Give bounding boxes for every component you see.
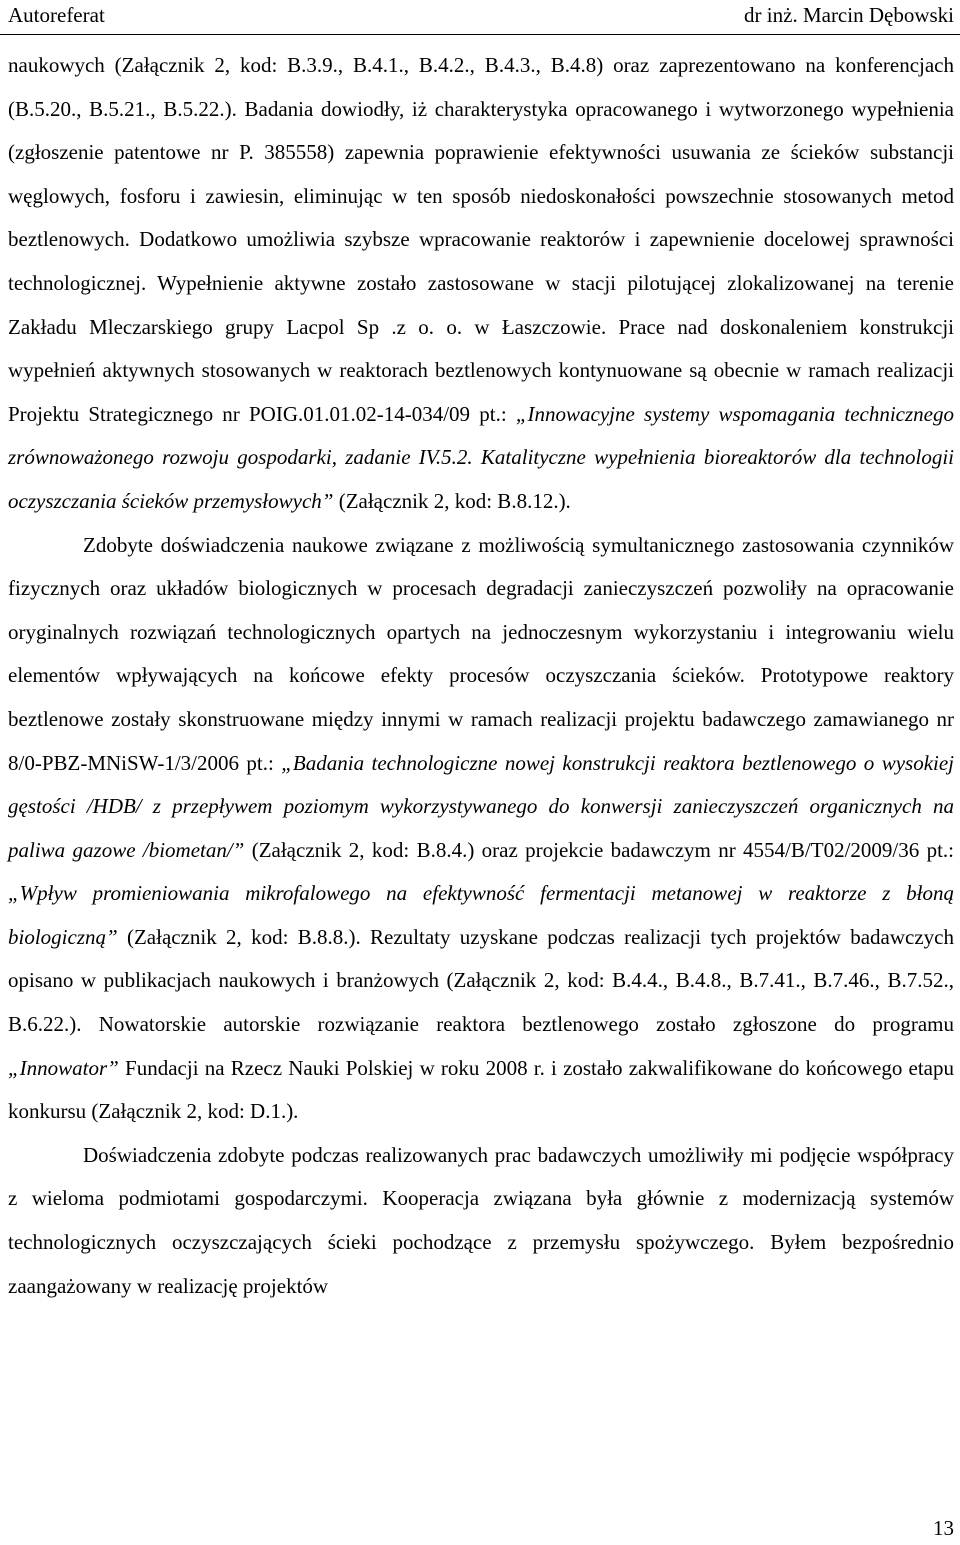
p2-italic-program: „Innowator” <box>8 1055 119 1080</box>
p2-italic-title-1: „Badania technologiczne nowej konstrukcji reaktora beztlenowego o wysokiej gęstości /HDB/ z przepływem poziomym wykorzystywanego do konwersji zanieczyszczeń organicznych na paliwa gazowe /biometan/” <box>8 750 955 862</box>
p3-text-1: Doświadczenia zdobyte podczas realizowanych prac badawczych umożliwiły mi podjęcie współpracy z wieloma podmiotami gospodarczymi. Kooperacja związana była głównie z modernizacją systemów technologicznych oczyszczających ścieki pochodzące z przemysłu spożywczego. Byłem bezpośrednio zaangażowany w realizację projektów <box>8 1142 954 1298</box>
p2-text-1: Zdobyte doświadczenia naukowe związane z możliwością symultanicznego zastosowania czynników fizycznych oraz układów biologicznych w procesach degradacji zanieczyszczeń pozwoliły na opracowanie oryginalnych rozwiązań technologicznych opartych na jednoczesnym wykorzystaniu i integrowaniu wielu elementów wpływających na końcowe efekty procesów oczyszczania ścieków. Prototypowe reaktory beztlenowe zostały skonstruowane między innymi w ramach realizacji projektu badawczego zamawianego nr 8/0-PBZ-MNiSW-1/3/2006 pt.: <box>8 532 954 775</box>
header-author: dr inż. Marcin Dębowski <box>744 3 954 27</box>
paragraph-2 <box>8 524 954 1134</box>
paragraph-1 <box>8 44 954 524</box>
p2-italic-title-2: „Wpływ promieniowania mikrofalowego na efektywność fermentacji metanowej w reaktorze z błoną biologiczną” <box>8 881 954 949</box>
p1-text-1: naukowych (Załącznik 2, kod: B.3.9., B.4.1., B.4.2., B.4.3., B.4.8) oraz zaprezentowano na konferencjach (B.5.20., B.5.21., B.5.22.). Badania dowiodły, iż charakterystyka opracowanego i wytworzonego wypełnienia (zgłoszenie patentowe nr P. 385558) zapewnia poprawienie efektywności usuwania ze ścieków substancji węglowych, fosforu i zawiesin, eliminując w ten sposób niedoskonałości powszechnie stosowanych metod beztlenowych. Dodatkowo umożliwia szybsze wpracowanie reaktorów i zapewnienie docelowej sprawności technologicznej. Wypełnienie aktywne zostało zastosowane w stacji pilotującej zlokalizowanej na terenie Zakładu Mleczarskiego grupy Lacpol Sp .z o. o. w Łaszczowie. Prace nad doskonaleniem konstrukcji wypełnień aktywnych stosowanych w reaktorach beztlenowych kontynuowane są obecnie w ramach realizacji Projektu Strategicznego nr POIG.01.01.02-14-034/09 pt.: <box>8 53 954 426</box>
document-body <box>8 44 954 1308</box>
header-title: Autoreferat <box>8 3 105 27</box>
p2-text-2: (Załącznik 2, kod: B.8.4.) oraz projekcie badawczym nr 4554/B/T02/2009/36 pt.: <box>244 837 954 862</box>
p2-text-3: (Załącznik 2, kod: B.8.8.). Rezultaty uzyskane podczas realizacji tych projektów badawczych opisano w publikacjach naukowych i branżowych (Załącznik 2, kod: B.4.4., B.4.8., B.7.41., B.7.46., B.7.52., B.6.22.). Nowatorskie autorskie rozwiązanie reaktora beztlenowego zostało zgłoszone do programu <box>8 924 954 1037</box>
page-number: 13 <box>933 1516 954 1540</box>
p1-text-2: (Załącznik 2, kod: B.8.12.). <box>333 488 571 513</box>
p2-text-4: Fundacji na Rzecz Nauki Polskiej w roku 2008 r. i zostało zakwalifikowane do końcowego etapu konkursu (Załącznik 2, kod: D.1.). <box>8 1055 954 1124</box>
p1-italic-title: „Innowacyjne systemy wspomagania technicznego zrównoważonego rozwoju gospodarki, zadanie IV.5.2. Katalityczne wypełnienia bioreaktorów dla technologii oczyszczania ścieków przemysłowych” <box>8 401 954 513</box>
paragraph-3 <box>8 1134 954 1308</box>
header-divider <box>0 34 960 35</box>
page-header <box>0 0 960 34</box>
